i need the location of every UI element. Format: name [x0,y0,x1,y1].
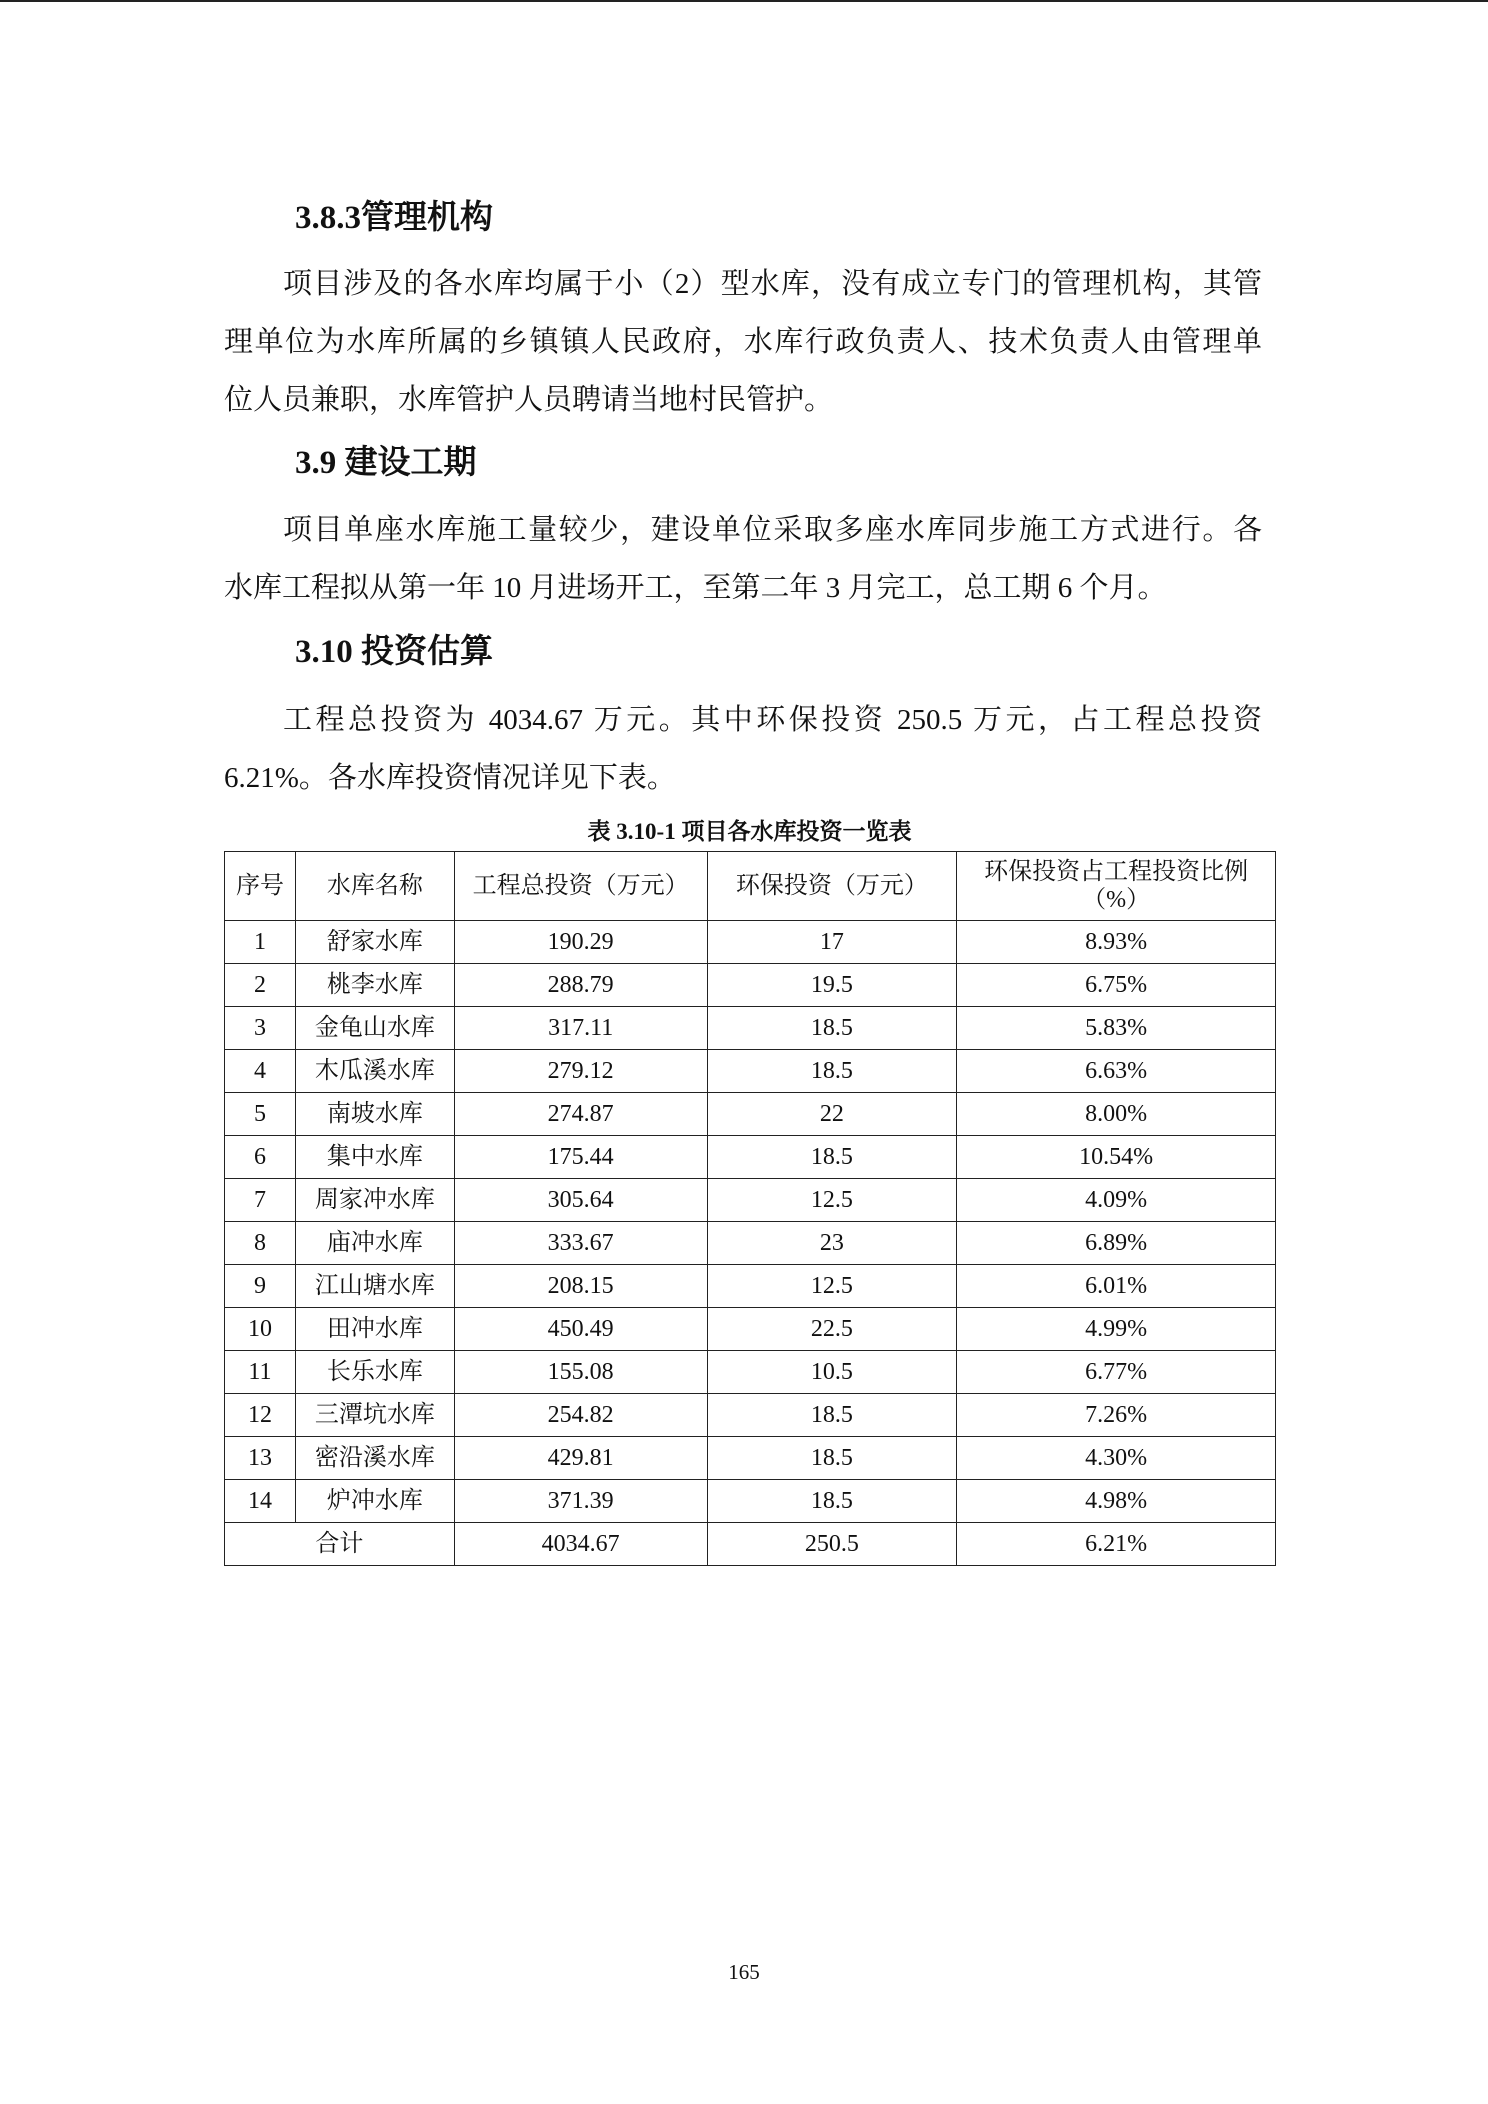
cell-name: 周家冲水库 [295,1179,454,1222]
cell-name: 金龟山水库 [295,1007,454,1050]
table-row [225,1007,1276,1050]
page-number: 165 [728,1960,760,1984]
cell-env-investment: 19.5 [707,964,957,1007]
table-caption: 表 3.10-1 项目各水库投资一览表 [587,819,912,844]
table-row [225,1265,1276,1308]
cell-index: 5 [225,1093,296,1136]
cell-env-investment: 18.5 [707,1007,957,1050]
table-row [225,1093,1276,1136]
cell-total-investment: 175.44 [454,1136,707,1179]
cell-name: 桃李水库 [295,964,454,1007]
cell-name: 木瓜溪水库 [295,1050,454,1093]
heading-3-8-3: 3.8.3管理机构 [295,200,493,236]
cell-name: 集中水库 [295,1136,454,1179]
cell-env-investment: 18.5 [707,1480,957,1523]
cell-total-ratio: 6.21% [957,1523,1276,1566]
header-index: 序号 [225,852,296,921]
header-ratio-line2: （%） [1082,887,1151,913]
cell-ratio: 6.75% [957,964,1276,1007]
cell-total-investment: 305.64 [454,1179,707,1222]
cell-index: 14 [225,1480,296,1523]
cell-total-investment: 4034.67 [454,1523,707,1566]
cell-index: 3 [225,1007,296,1050]
paragraph-line: 位人员兼职，水库管护人员聘请当地村民管护。 [224,384,834,416]
table-total-row [225,1523,1276,1566]
cell-index: 4 [225,1050,296,1093]
paragraph-line: 6.21%。各水库投资情况详见下表。 [224,762,676,794]
cell-ratio: 8.93% [957,921,1276,964]
cell-index: 8 [225,1222,296,1265]
cell-index: 13 [225,1437,296,1480]
cell-total-investment: 317.11 [454,1007,707,1050]
table-row [225,1480,1276,1523]
cell-name: 长乐水库 [295,1351,454,1394]
cell-index: 10 [225,1308,296,1351]
table-row [225,1351,1276,1394]
cell-env-investment: 18.5 [707,1050,957,1093]
cell-name: 南坡水库 [295,1093,454,1136]
cell-env-investment: 22 [707,1093,957,1136]
table-row [225,1136,1276,1179]
table-row [225,1437,1276,1480]
header-env-investment: 环保投资（万元） [707,852,957,921]
table-row [225,1179,1276,1222]
cell-env-investment: 10.5 [707,1351,957,1394]
cell-total-investment: 155.08 [454,1351,707,1394]
cell-name: 三潭坑水库 [295,1394,454,1437]
table-header-row [225,852,1276,921]
cell-ratio: 4.09% [957,1179,1276,1222]
cell-ratio: 4.99% [957,1308,1276,1351]
paragraph-line: 项目单座水库施工量较少，建设单位采取多座水库同步施工方式进行。各 [283,514,1262,546]
paragraph-line: 项目涉及的各水库均属于小（2）型水库，没有成立专门的管理机构，其管 [283,268,1262,300]
cell-name: 庙冲水库 [295,1222,454,1265]
cell-env-investment: 17 [707,921,957,964]
cell-index: 7 [225,1179,296,1222]
cell-index: 12 [225,1394,296,1437]
cell-total-investment: 279.12 [454,1050,707,1093]
paragraph-line: 水库工程拟从第一年 10 月进场开工，至第二年 3 月完工，总工期 6 个月。 [224,572,1167,604]
cell-ratio: 10.54% [957,1136,1276,1179]
table-row [225,1050,1276,1093]
cell-ratio: 4.98% [957,1480,1276,1523]
cell-name: 密沿溪水库 [295,1437,454,1480]
cell-total-investment: 429.81 [454,1437,707,1480]
paragraph-line: 工程总投资为 4034.67 万元。其中环保投资 250.5 万元，占工程总投资 [283,704,1262,736]
heading-3-9: 3.9 建设工期 [295,445,477,481]
cell-total-investment: 254.82 [454,1394,707,1437]
cell-total-investment: 333.67 [454,1222,707,1265]
table-row [225,1394,1276,1437]
cell-name: 田冲水库 [295,1308,454,1351]
cell-ratio: 6.89% [957,1222,1276,1265]
cell-total-label: 合计 [225,1523,455,1566]
cell-total-investment: 371.39 [454,1480,707,1523]
cell-ratio: 8.00% [957,1093,1276,1136]
header-ratio-line1: 环保投资占工程投资比例 [984,859,1249,885]
cell-env-investment: 18.5 [707,1394,957,1437]
cell-ratio: 6.77% [957,1351,1276,1394]
cell-total-investment: 208.15 [454,1265,707,1308]
cell-name: 舒家水库 [295,921,454,964]
cell-total-investment: 190.29 [454,921,707,964]
header-name: 水库名称 [295,852,454,921]
cell-ratio: 4.30% [957,1437,1276,1480]
cell-env-investment: 12.5 [707,1265,957,1308]
table-row [225,964,1276,1007]
investment-table [224,851,1276,1566]
cell-total-investment: 274.87 [454,1093,707,1136]
cell-total-investment: 450.49 [454,1308,707,1351]
cell-ratio: 6.01% [957,1265,1276,1308]
table-row [225,1222,1276,1265]
cell-name: 江山塘水库 [295,1265,454,1308]
cell-env-investment: 22.5 [707,1308,957,1351]
page-top-border [0,0,1488,2]
cell-name: 炉冲水库 [295,1480,454,1523]
cell-index: 6 [225,1136,296,1179]
cell-env-investment: 23 [707,1222,957,1265]
table-row [225,921,1276,964]
cell-ratio: 7.26% [957,1394,1276,1437]
cell-env-investment: 12.5 [707,1179,957,1222]
paragraph-line: 理单位为水库所属的乡镇镇人民政府，水库行政负责人、技术负责人由管理单 [224,326,1262,358]
cell-env-investment: 18.5 [707,1437,957,1480]
cell-ratio: 5.83% [957,1007,1276,1050]
cell-total-env: 250.5 [707,1523,957,1566]
table-row [225,1308,1276,1351]
header-total-investment: 工程总投资（万元） [454,852,707,921]
cell-index: 2 [225,964,296,1007]
cell-total-investment: 288.79 [454,964,707,1007]
cell-env-investment: 18.5 [707,1136,957,1179]
header-ratio [957,852,1276,921]
heading-3-10: 3.10 投资估算 [295,634,493,670]
cell-index: 1 [225,921,296,964]
cell-ratio: 6.63% [957,1050,1276,1093]
cell-index: 9 [225,1265,296,1308]
cell-index: 11 [225,1351,296,1394]
